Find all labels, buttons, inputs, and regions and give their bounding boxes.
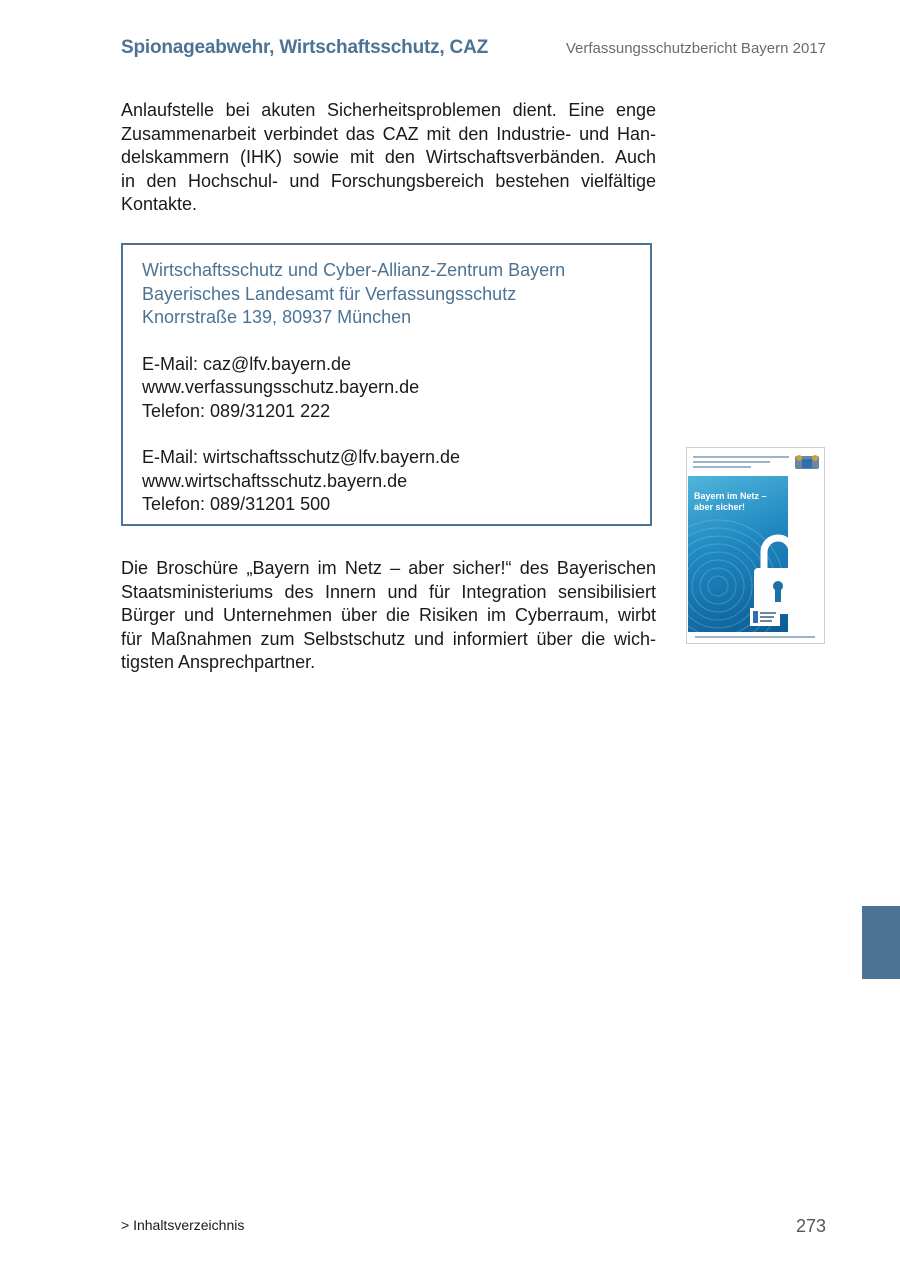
section-title: Spionageabwehr, Wirtschaftsschutz, CAZ: [121, 37, 489, 58]
brochure-title-line: aber sicher!: [694, 502, 746, 512]
org-address: Knorrstraße 139, 80937 München: [142, 307, 412, 327]
paragraph-line: Staatsministeriums des Innern und für Integration sensibilisiert: [121, 581, 656, 602]
org-authority: Bayerisches Landesamt für Verfassungsschutz: [142, 283, 517, 304]
brochure-footer-line: [695, 636, 815, 638]
paragraph-line: tigsten Ansprechpartner.: [121, 652, 316, 672]
paragraph-line: Bürger und Unternehmen über die Risiken im Cyberraum, wirbt: [121, 605, 656, 625]
bavarian-crest-icon: [793, 453, 821, 471]
paragraph-line: in den Hochschul- und Forschungsbereich bestehen vielfältige: [121, 170, 656, 191]
brochure-paragraph: [121, 557, 656, 675]
ws-contact-block: [142, 446, 650, 517]
brochure-title-line: Bayern im Netz –: [694, 491, 767, 501]
paragraph-line: Zusammenarbeit verbindet das CAZ mit den Industrie- und Han-: [121, 123, 656, 144]
brochure-header-lines: [693, 456, 789, 470]
contact-box: [121, 243, 652, 526]
chapter-side-tab[interactable]: [862, 906, 900, 979]
org-name: Wirtschaftsschutz und Cyber-Allianz-Zentrum Bayern: [142, 260, 566, 280]
caz-phone: Telefon: 089/31201 222: [142, 400, 331, 421]
ministry-logo-icon: [750, 608, 780, 626]
brochure-cover: [688, 476, 788, 632]
report-title: Verfassungsschutzbericht Bayern 2017: [565, 40, 826, 57]
ws-email[interactable]: E-Mail: wirtschaftsschutz@lfv.bayern.de: [142, 447, 461, 467]
paragraph-line: Die Broschüre „Bayern im Netz – aber sicher!“ des Bayerischen: [121, 558, 656, 578]
paragraph-line: Kontakte.: [121, 194, 198, 214]
paragraph-line: Anlaufstelle bei akuten Sicherheitsproblemen dient. Eine enge: [121, 100, 656, 120]
paragraph-line: für Maßnahmen zum Selbstschutz und informiert über die wich-: [121, 628, 656, 649]
padlock-icon: [750, 528, 788, 618]
brochure-title: [694, 491, 767, 513]
brochure-spine: [788, 476, 824, 632]
intro-paragraph: [121, 99, 656, 217]
contact-organization: [142, 259, 650, 330]
page-number: 273: [795, 1216, 826, 1236]
brochure-cover-image: [686, 447, 825, 644]
ws-phone: Telefon: 089/31201 500: [142, 494, 331, 514]
paragraph-line: delskammern (IHK) sowie mit den Wirtschaftsverbänden. Auch: [121, 147, 656, 167]
ws-website-link[interactable]: www.wirtschaftsschutz.bayern.de: [142, 470, 408, 491]
table-of-contents-link[interactable]: > Inhaltsverzeichnis: [121, 1217, 245, 1233]
caz-contact-block: [142, 353, 650, 424]
caz-website-link[interactable]: www.verfassungsschutz.bayern.de: [142, 377, 420, 397]
caz-email[interactable]: E-Mail: caz@lfv.bayern.de: [142, 353, 352, 374]
